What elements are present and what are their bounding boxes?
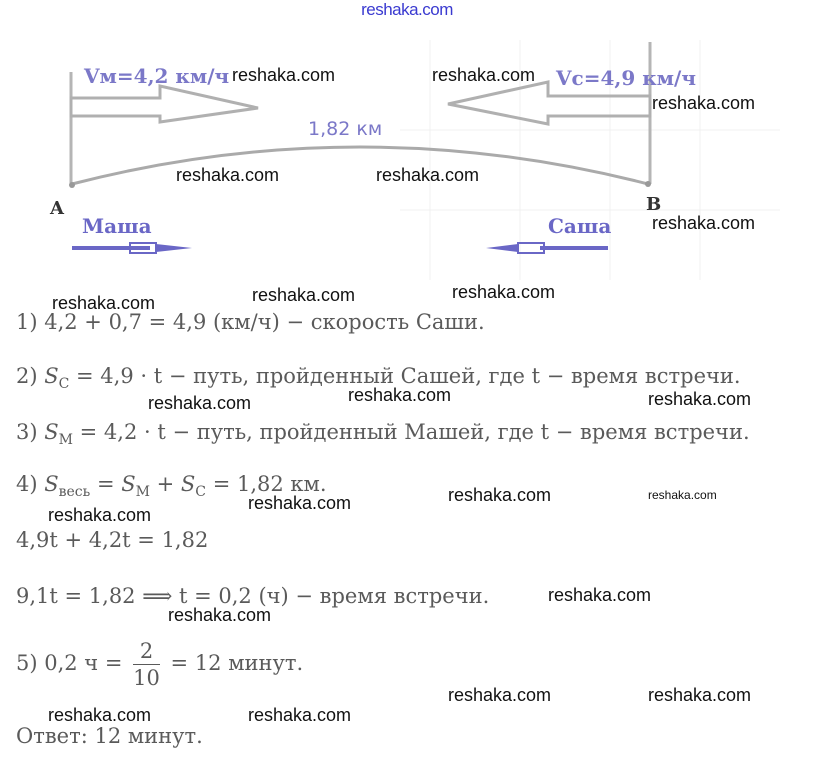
step4-variable-3: S xyxy=(180,472,196,496)
distance-arc xyxy=(72,147,648,184)
point-a-dot xyxy=(69,182,75,188)
watermark: reshaka.com xyxy=(448,685,552,705)
step4-plus: + xyxy=(149,472,181,496)
solution-step-3 xyxy=(16,420,750,448)
watermark: reshaka.com xyxy=(648,488,717,502)
watermark: reshaka.com xyxy=(548,585,652,605)
masha-name-label: Маша xyxy=(82,214,152,238)
step4-variable: S xyxy=(44,472,59,496)
site-header-link[interactable]: reshaka.com xyxy=(361,0,453,19)
watermark: reshaka.com xyxy=(376,165,480,185)
watermark: reshaka.com xyxy=(652,93,756,113)
watermark: reshaka.com xyxy=(148,393,252,413)
watermark: reshaka.com xyxy=(248,493,352,513)
step2-variable: S xyxy=(44,364,59,388)
watermark: reshaka.com xyxy=(452,282,556,302)
step5-rest: = 12 минут. xyxy=(163,651,304,675)
watermark: reshaka.com xyxy=(52,293,156,313)
step2-subscript: С xyxy=(58,376,70,392)
watermark: reshaka.com xyxy=(648,389,752,409)
watermark: reshaka.com xyxy=(652,213,756,233)
point-b-dot xyxy=(645,181,651,187)
step3-variable: S xyxy=(44,420,59,444)
step2-prefix: 2) xyxy=(16,364,45,388)
step4-rest: = 1,82 км. xyxy=(206,472,327,496)
watermark: reshaka.com xyxy=(48,705,152,725)
solution-step-1: 1) 4,2 + 0,7 = 4,9 (км/ч) − скорость Саши. xyxy=(16,310,485,334)
point-a-label: A xyxy=(50,198,64,219)
step3-rest: = 4,2 · t − путь, пройденный Машей, где t − время встречи. xyxy=(72,420,750,444)
step4-subscript-2: М xyxy=(135,484,150,500)
step2-rest: = 4,9 · t − путь, пройденный Сашей, где t − время встречи. xyxy=(69,364,741,388)
step4-subscript: весь xyxy=(58,484,91,500)
answer: Ответ: 12 минут. xyxy=(16,724,203,748)
watermark: reshaka.com xyxy=(248,705,352,725)
motion-diagram xyxy=(0,0,814,290)
watermark: reshaka.com xyxy=(348,385,452,405)
step4-prefix: 4) xyxy=(16,472,45,496)
equation-2: 9,1t = 1,82 ⟹ t = 0,2 (ч) − время встречи. xyxy=(16,584,490,608)
watermark: reshaka.com xyxy=(432,65,536,85)
watermark: reshaka.com xyxy=(232,65,336,85)
step4-variable-2: S xyxy=(121,472,136,496)
diagram-drawing xyxy=(0,0,814,290)
watermark: reshaka.com xyxy=(252,285,356,305)
masha-direction-arrow xyxy=(72,243,192,253)
equation-1: 4,9t + 4,2t = 1,82 xyxy=(16,528,209,552)
step3-subscript: М xyxy=(58,432,73,448)
watermark: reshaka.com xyxy=(448,485,552,505)
point-b-label: B xyxy=(646,194,662,215)
solution-step-5 xyxy=(16,638,303,691)
step5-prefix: 5) 0,2 ч = xyxy=(16,651,130,675)
watermark: reshaka.com xyxy=(48,505,152,525)
watermark: reshaka.com xyxy=(648,685,752,705)
step4-subscript-3: С xyxy=(195,484,207,500)
masha-speed-label: Vм=4,2 км/ч xyxy=(84,64,230,88)
distance-label: 1,82 км xyxy=(308,118,383,140)
sasha-name-label: Саша xyxy=(548,214,612,238)
masha-velocity-arrow xyxy=(71,86,258,122)
sasha-speed-label: Vс=4,9 км/ч xyxy=(556,66,696,90)
fraction-numerator: 2 xyxy=(139,639,154,663)
fraction xyxy=(133,638,160,691)
fraction-denominator: 10 xyxy=(133,666,160,690)
step3-prefix: 3) xyxy=(16,420,45,444)
step4-equals: = xyxy=(90,472,122,496)
sasha-direction-arrow xyxy=(486,243,608,253)
watermark: reshaka.com xyxy=(168,605,272,625)
watermark: reshaka.com xyxy=(176,165,280,185)
